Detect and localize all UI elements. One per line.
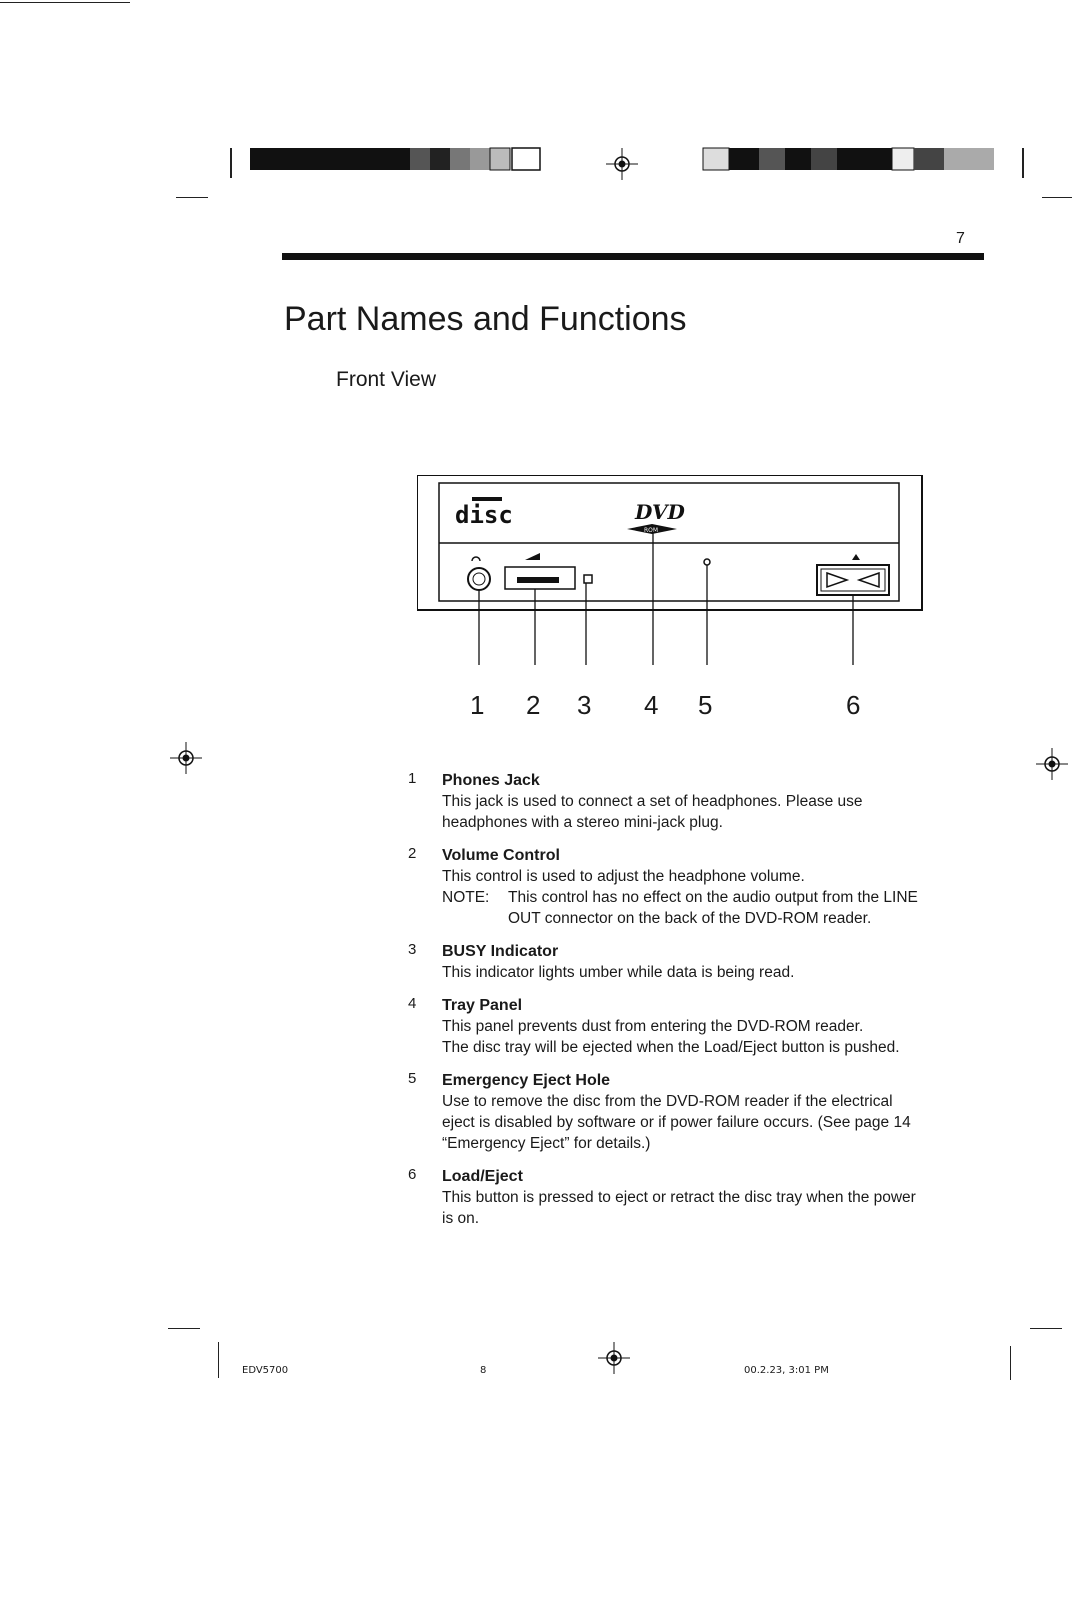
callout-number: 1 — [470, 690, 485, 720]
item-description: is on. — [442, 1210, 480, 1227]
crop-mark — [1022, 148, 1024, 178]
crop-mark — [1030, 1328, 1062, 1329]
item-description: Use to remove the disc from the DVD-ROM reader if the electrical — [442, 1093, 893, 1110]
item-description: This control is used to adjust the headphone volume. — [442, 868, 805, 885]
footer-timestamp: 00.2.23, 3:01 PM — [744, 1365, 829, 1376]
item-heading: BUSY Indicator — [442, 943, 559, 960]
item-number: 5 — [408, 1070, 417, 1087]
crop-mark — [168, 1328, 200, 1329]
list-item — [408, 995, 988, 1058]
header-rule — [282, 253, 984, 260]
item-description: This button is pressed to eject or retract the disc tray when the power — [442, 1189, 916, 1206]
item-heading: Tray Panel — [442, 997, 523, 1014]
item-note — [442, 887, 988, 908]
item-note — [442, 908, 988, 929]
crop-mark — [1010, 1346, 1011, 1380]
headphone-icon — [472, 557, 480, 561]
registration-target-icon — [606, 148, 638, 180]
note-text: This control has no effect on the audio output from the LINE — [508, 889, 918, 906]
color-bar-right — [702, 146, 997, 172]
item-description: headphones with a stereo mini-jack plug. — [442, 814, 723, 831]
registration-target-icon — [1036, 748, 1068, 780]
drive-front-diagram — [417, 475, 942, 715]
item-number: 1 — [408, 770, 417, 787]
list-item — [408, 1166, 988, 1229]
callout-number: 5 — [698, 690, 713, 720]
item-number: 3 — [408, 941, 417, 958]
note-text: OUT connector on the back of the DVD-ROM reader. — [508, 910, 872, 927]
page-title: Part Names and Functions — [284, 300, 687, 338]
item-description: “Emergency Eject” for details.) — [442, 1135, 651, 1152]
page-number: 7 — [956, 230, 965, 247]
crop-mark — [230, 148, 232, 178]
item-number: 6 — [408, 1166, 417, 1183]
note-label: NOTE: — [442, 889, 490, 906]
emergency-eject-hole — [704, 559, 710, 565]
list-item — [408, 845, 988, 929]
item-description: This indicator lights umber while data is being read. — [442, 964, 795, 981]
item-description: eject is disabled by software or if power failure occurs. (See page 14 — [442, 1114, 911, 1131]
phones-jack — [468, 568, 490, 590]
compact-disc-logo — [455, 497, 513, 529]
crop-mark — [176, 197, 208, 198]
item-description: This jack is used to connect a set of headphones. Please use — [442, 793, 863, 810]
callout-number: 6 — [846, 690, 861, 720]
color-bar-left — [250, 146, 545, 172]
list-item — [408, 1070, 988, 1154]
item-heading: Emergency Eject Hole — [442, 1072, 611, 1089]
item-heading: Phones Jack — [442, 772, 540, 789]
dvd-logo-subtext: ROM — [644, 527, 659, 534]
item-number: 4 — [408, 995, 417, 1012]
section-subtitle: Front View — [336, 368, 436, 391]
list-item — [408, 770, 988, 833]
crop-mark — [1042, 197, 1072, 198]
footer-model: EDV5700 — [242, 1365, 289, 1376]
callout-number: 2 — [526, 690, 541, 720]
footer-sheet: 8 — [480, 1365, 487, 1376]
part-list — [408, 770, 988, 1241]
item-heading: Load/Eject — [442, 1168, 523, 1185]
eject-icon — [852, 554, 860, 560]
item-heading: Volume Control — [442, 847, 560, 864]
item-number: 2 — [408, 845, 417, 862]
dvd-logo — [627, 500, 686, 534]
list-item — [408, 941, 988, 983]
callout-number: 3 — [577, 690, 592, 720]
item-description: The disc tray will be ejected when the Load/Eject button is pushed. — [442, 1039, 900, 1056]
volume-icon — [525, 553, 540, 560]
compact-disc-logo-text: disc — [455, 501, 513, 529]
callout-number: 4 — [644, 690, 659, 720]
dvd-logo-text: DVD — [635, 500, 685, 524]
busy-indicator — [584, 575, 592, 583]
item-description: This panel prevents dust from entering the DVD-ROM reader. — [442, 1018, 864, 1035]
crop-mark — [0, 2, 130, 3]
crop-mark — [218, 1342, 219, 1378]
registration-target-icon — [598, 1342, 630, 1374]
registration-target-icon — [170, 742, 202, 774]
